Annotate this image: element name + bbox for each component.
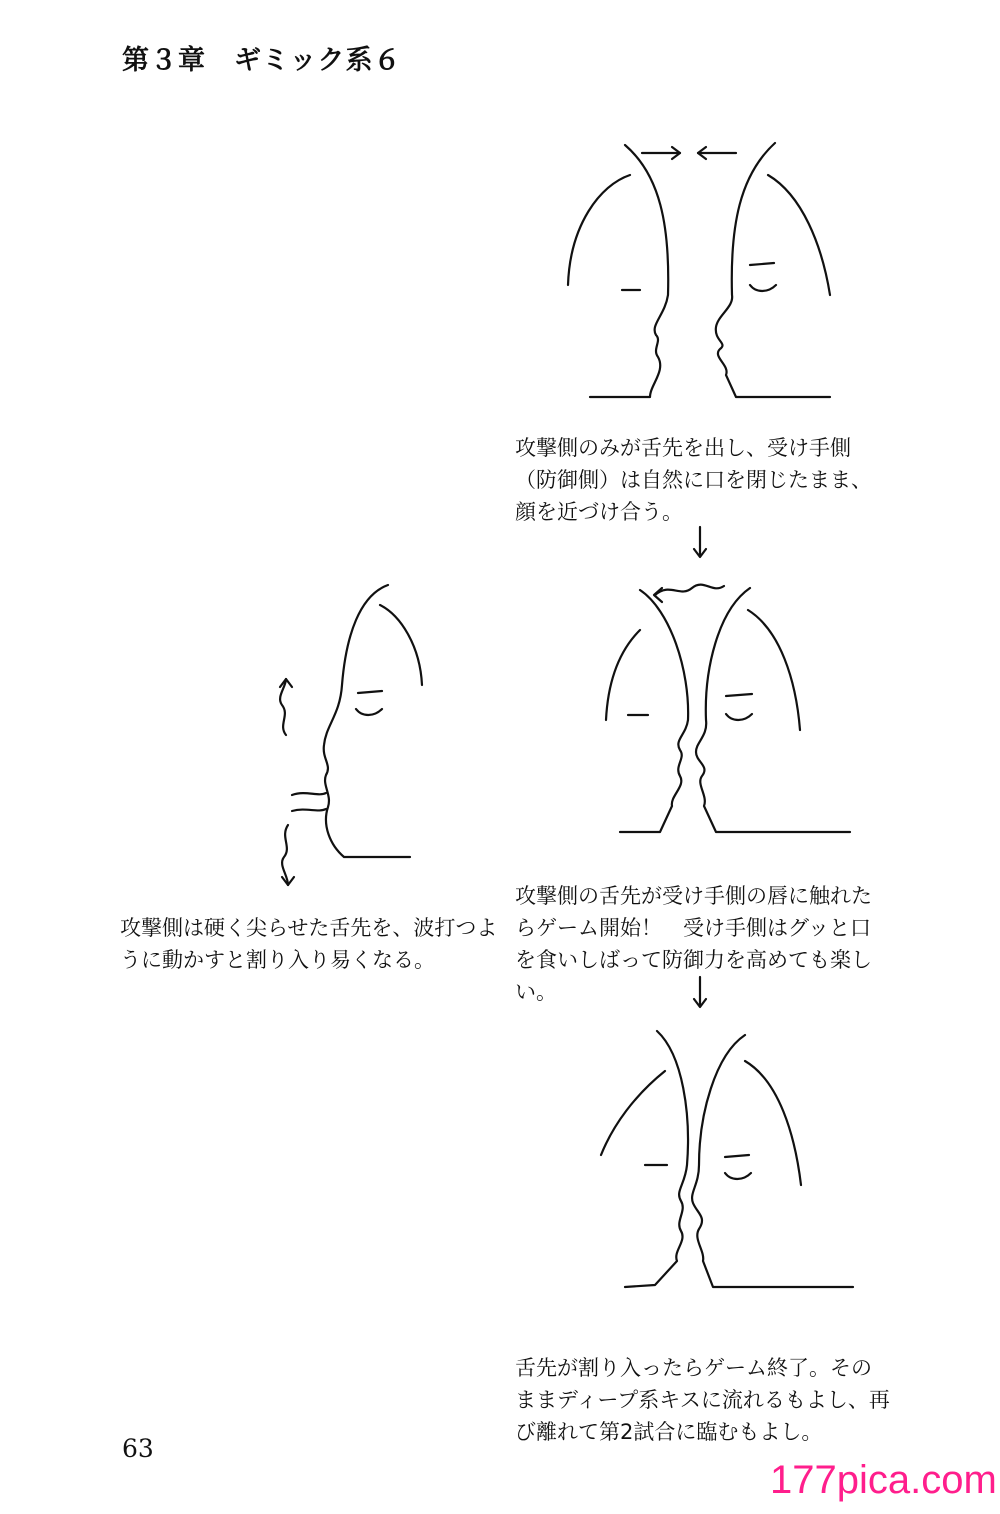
left-face-outline: [625, 1031, 688, 1287]
down-arrow-wave-icon: [282, 825, 288, 885]
caption-side-note: 攻撃側は硬く尖らせた舌先を、波打つように動かすと割り入り易くなる。: [120, 916, 498, 972]
left-face-outline: [620, 590, 688, 832]
chapter-header: 第３章 ギミック系６: [122, 45, 402, 76]
right-face-outline: [716, 143, 830, 397]
page-number: 63: [122, 1434, 154, 1463]
caption-step-2: 攻撃側の舌先が受け手側の唇に触れたらゲーム開始！ 受け手側はグッと口を食いしばって防御力を高めても楽しい。: [515, 884, 872, 1004]
illustration-kiss: [595, 1025, 885, 1325]
caption-step-1: 攻撃側のみが舌先を出し、受け手側（防御側）は自然に口を閉じたまま、顔を近づけ合う。: [515, 436, 872, 524]
down-arrow-icon: [690, 525, 710, 561]
illustration-approach: [540, 135, 870, 425]
face-outline: [324, 585, 410, 857]
caption-step-3: 舌先が割り入ったらゲーム終了。そのままディープ系キスに流れるもよし、再び離れて第2試合に臨むもよし。: [515, 1356, 890, 1444]
down-arrow-icon: [690, 975, 710, 1011]
watermark: 177pica.com: [770, 1458, 997, 1502]
right-face-outline: [696, 588, 850, 832]
illustration-tongue-motion: [270, 575, 440, 905]
left-face-outline: [590, 145, 668, 397]
illustration-touch: [600, 570, 880, 850]
right-face-outline: [692, 1035, 853, 1287]
wavy-arrow-icon: [655, 585, 724, 595]
